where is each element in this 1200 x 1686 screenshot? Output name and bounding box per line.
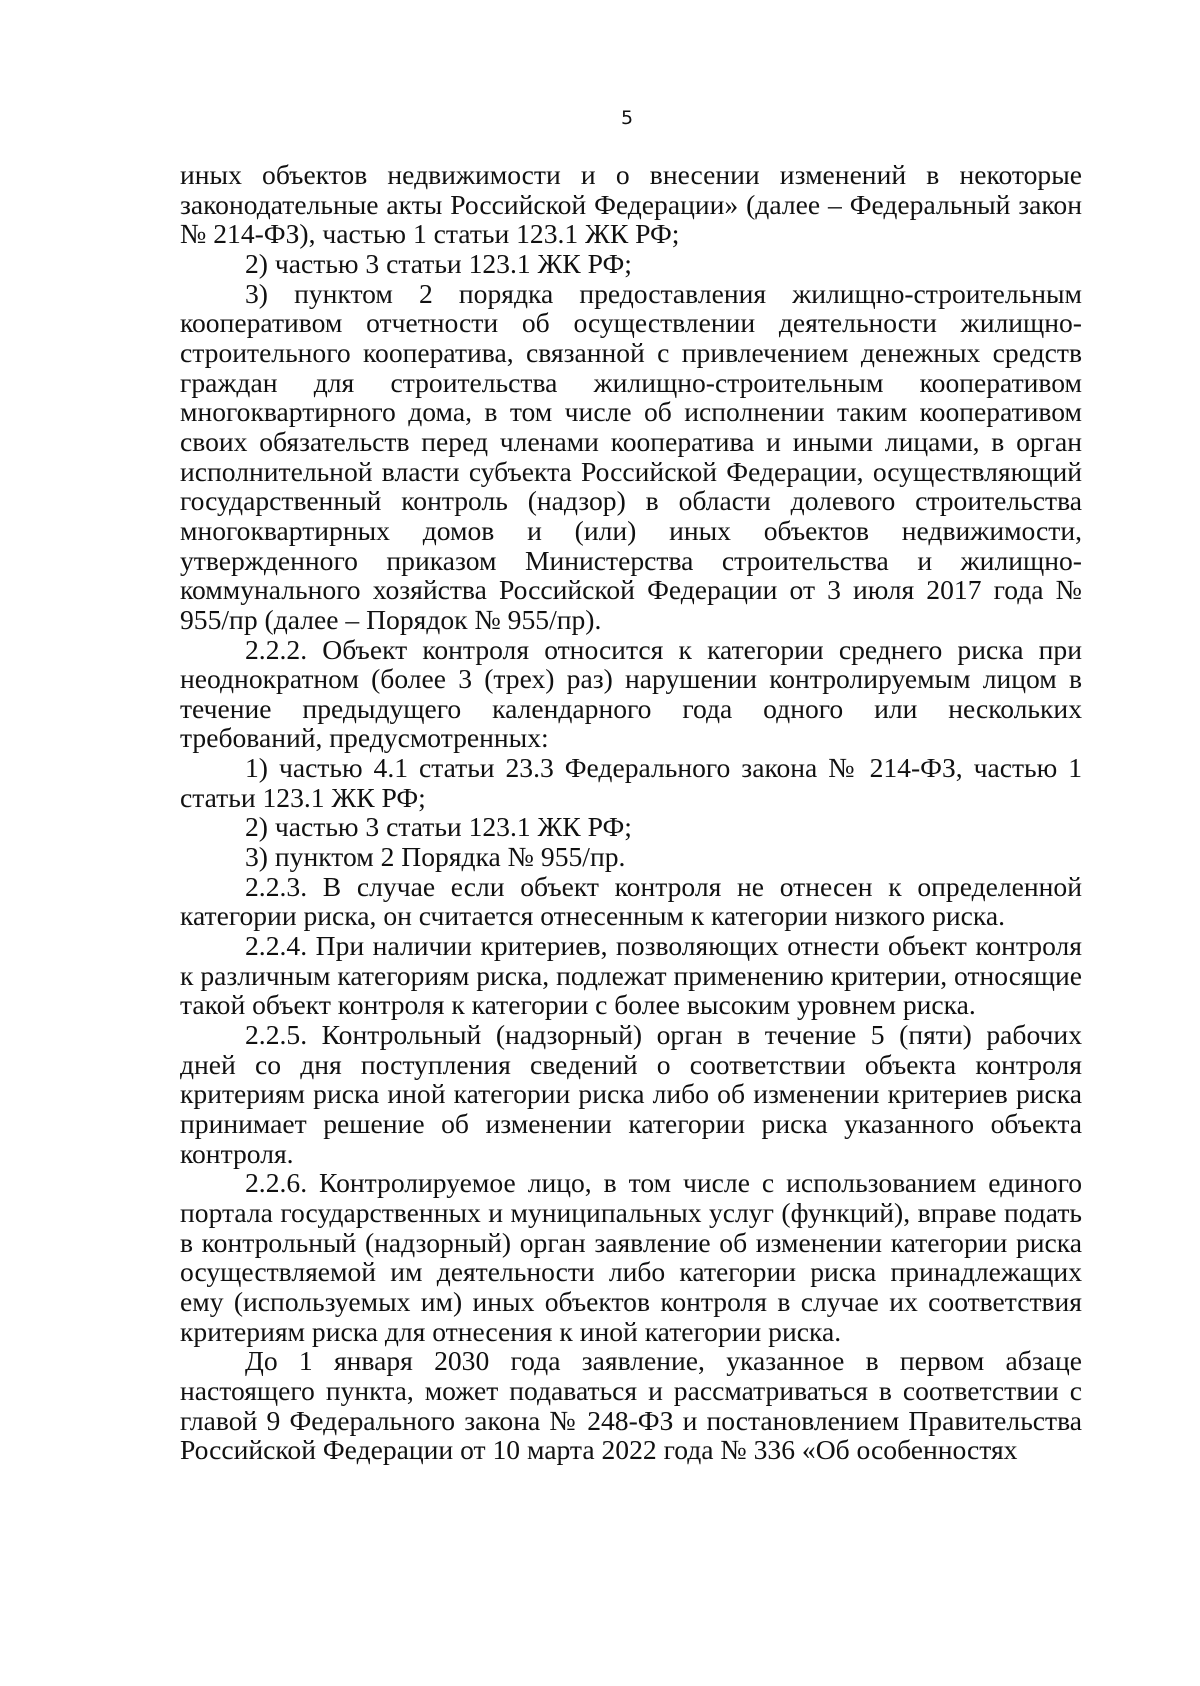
list-item-2: 2) частью 3 статьи 123.1 ЖК РФ; xyxy=(245,811,632,843)
paragraph-continuation: иных объектов недвижимости и о внесении изменений в некоторые законодательные акты Российской Федерации» (далее – Федеральный закон № 214-ФЗ), частью 1 статьи 123.1 ЖК РФ; xyxy=(180,159,1082,250)
list-item-1: 1) частью 4.1 статьи 23.3 Федерального закона № 214-ФЗ, частью 1 статьи 123.1 ЖК РФ; xyxy=(180,752,1082,813)
paragraph-2-2-6: 2.2.6. Контролируемое лицо, в том числе с использованием единого портала государственных и муниципальных услуг (функций), вправе подать в контрольный (надзорный) орган заявление об изменении категории риска осуществляемой им деятельности либо категории риска принадлежащих ему (используемых им) иных объектов контроля в случае их соответствия критериям риска для отнесения к иной категории риска. xyxy=(180,1167,1082,1347)
page-number: 5 xyxy=(620,107,634,129)
paragraph-2-2-4: 2.2.4. При наличии критериев, позволяющих отнести объект контроля к различным категориям риска, подлежат применению критерии, относящие такой объект контроля к категории с более высоким уровнем риска. xyxy=(180,930,1082,1021)
list-item-3: 3) пунктом 2 порядка предоставления жилищно-строительным кооперативом отчетности об осуществлении деятельности жилищно-строительного кооператива, связанной с привлечением денежных средств граждан для строительства жилищно-строительным кооперативом многоквартирного дома, в том числе об исполнении таким кооперативом своих обязательств перед членами кооператива и иными лицами, в орган исполнительной власти субъекта Российской Федерации, осуществляющий государственный контроль (надзор) в области долевого строительства многоквартирных домов и (или) иных объектов недвижимости, утвержденного приказом Министерства строительства и жилищно-коммунального хозяйства Российской Федерации от 3 июля 2017 года № 955/пр (далее – Порядок № 955/пр). xyxy=(180,277,1082,635)
paragraph-2-2-5: 2.2.5. Контрольный (надзорный) орган в течение 5 (пяти) рабочих дней со дня поступления сведений о соответствии объекта контроля критериям риска иной категории риска либо об изменении критериев риска принимает решение об изменении категории риска указанного объекта контроля. xyxy=(180,1019,1082,1169)
paragraph-until-2030: До 1 января 2030 года заявление, указанное в первом абзаце настоящего пункта, может подаваться и рассматриваться в соответствии с главой 9 Федерального закона № 248-ФЗ и постановлением Правительства Российской Федерации от 10 марта 2022 года № 336 «Об особенностях xyxy=(180,1345,1082,1466)
paragraph-2-2-2: 2.2.2. Объект контроля относится к категории среднего риска при неоднократном (более 3 (трех) раз) нарушении контролируемым лицом в течение предыдущего календарного года одного или нескольких требований, предусмотренных: xyxy=(180,633,1082,754)
document-body xyxy=(180,160,1082,1465)
list-item-2: 2) частью 3 статьи 123.1 ЖК РФ; xyxy=(245,247,632,279)
list-item-3: 3) пунктом 2 Порядка № 955/пр. xyxy=(245,841,626,873)
paragraph-2-2-3: 2.2.3. В случае если объект контроля не отнесен к определенной категории риска, он считается отнесенным к категории низкого риска. xyxy=(180,870,1082,932)
